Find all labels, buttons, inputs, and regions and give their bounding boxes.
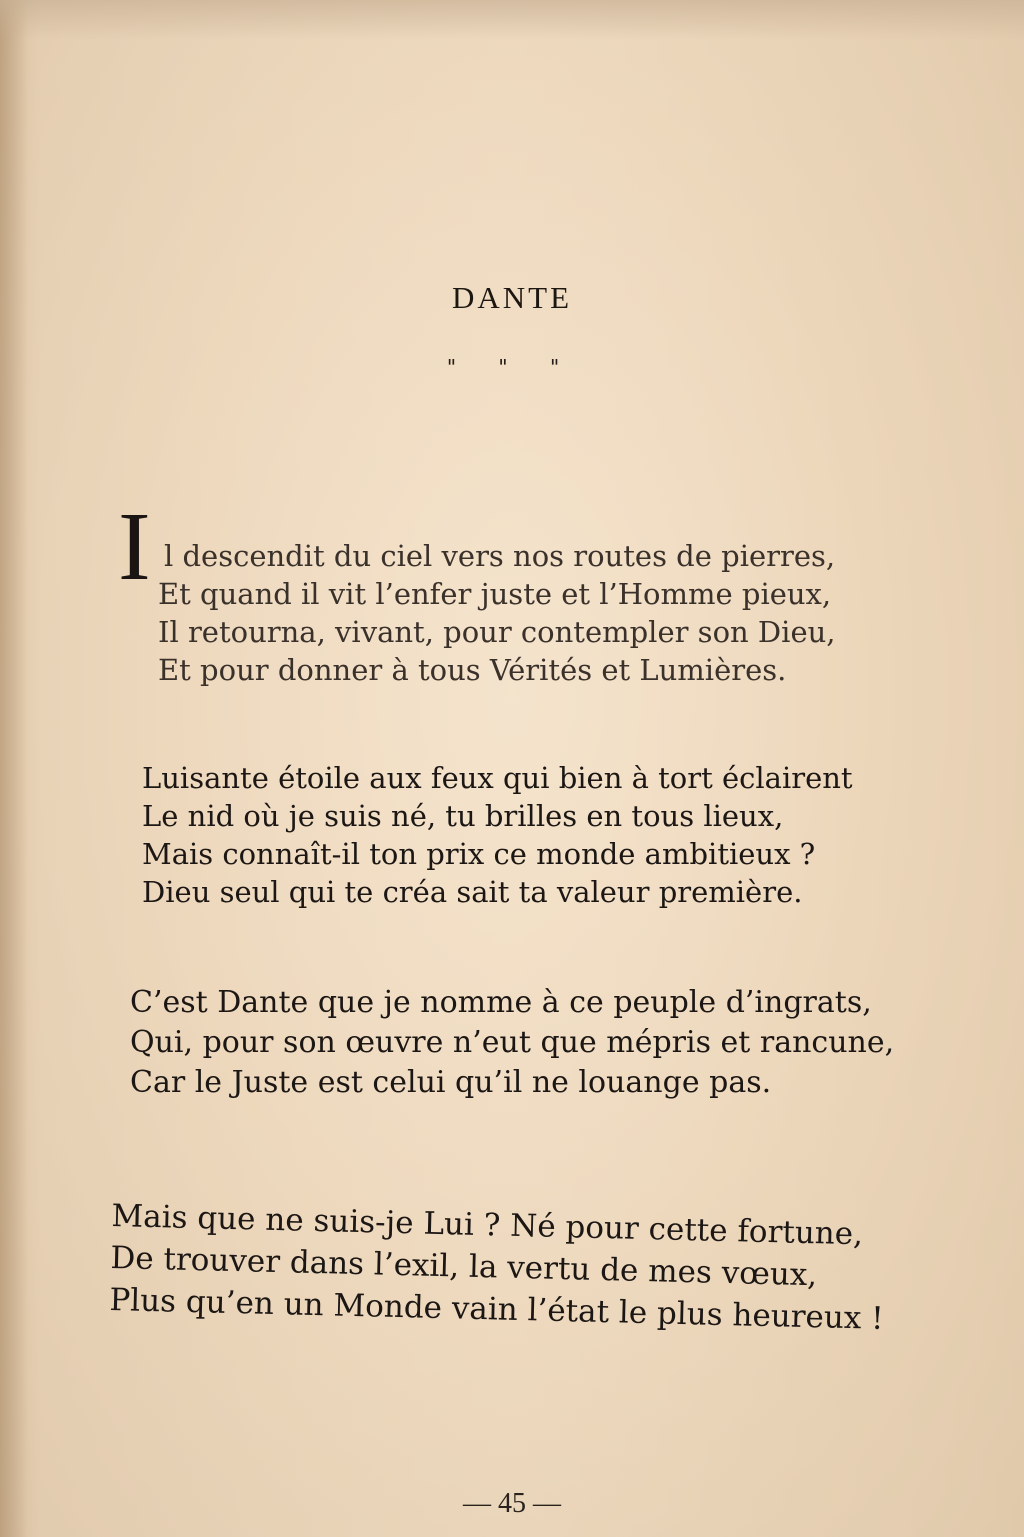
drop-cap: I xyxy=(118,493,151,601)
verse-line: Et quand il vit l’enfer juste et l’Homme pieux, xyxy=(158,577,832,611)
verse-line: Qui, pour son œuvre n’eut que mépris et rancune, xyxy=(130,1025,895,1060)
verse-line: Dieu seul qui te créa sait ta valeur première. xyxy=(142,875,803,909)
verse-line: Plus qu’en un Monde vain l’état le plus heureux ! xyxy=(108,1281,885,1337)
verse-line: l descendit du ciel vers nos routes de pierres, xyxy=(164,539,836,573)
verse-line: Mais connaît-il ton prix ce monde ambitieux ? xyxy=(142,837,816,871)
verse-line: Et pour donner à tous Vérités et Lumières. xyxy=(158,653,787,687)
verse-line: Car le Juste est celui qu’il ne louange pas. xyxy=(130,1065,772,1100)
verse-line: Mais que ne suis-je Lui ? Né pour cette fortune, xyxy=(111,1197,864,1253)
verse-line: Le nid où je suis né, tu brilles en tous lieux, xyxy=(142,799,784,833)
page-edge-shadow xyxy=(0,0,28,1537)
verse-line: C’est Dante que je nomme à ce peuple d’ingrats, xyxy=(130,985,872,1020)
page-top-edge xyxy=(0,0,1024,40)
stanza-1 xyxy=(158,537,836,689)
stanza-2 xyxy=(142,759,853,911)
page-number: — 45 — xyxy=(463,1488,561,1519)
title-ornament: " " " xyxy=(446,355,578,379)
poem-title: DANTE xyxy=(451,280,573,315)
verse-line: Luisante étoile aux feux qui bien à tort éclairent xyxy=(142,761,853,795)
verse-line: Il retourna, vivant, pour contempler son Dieu, xyxy=(158,615,836,649)
stanza-4 xyxy=(109,1195,886,1340)
verse-line: De trouver dans l’exil, la vertu de mes vœux, xyxy=(110,1239,818,1294)
stanza-3 xyxy=(130,983,894,1103)
